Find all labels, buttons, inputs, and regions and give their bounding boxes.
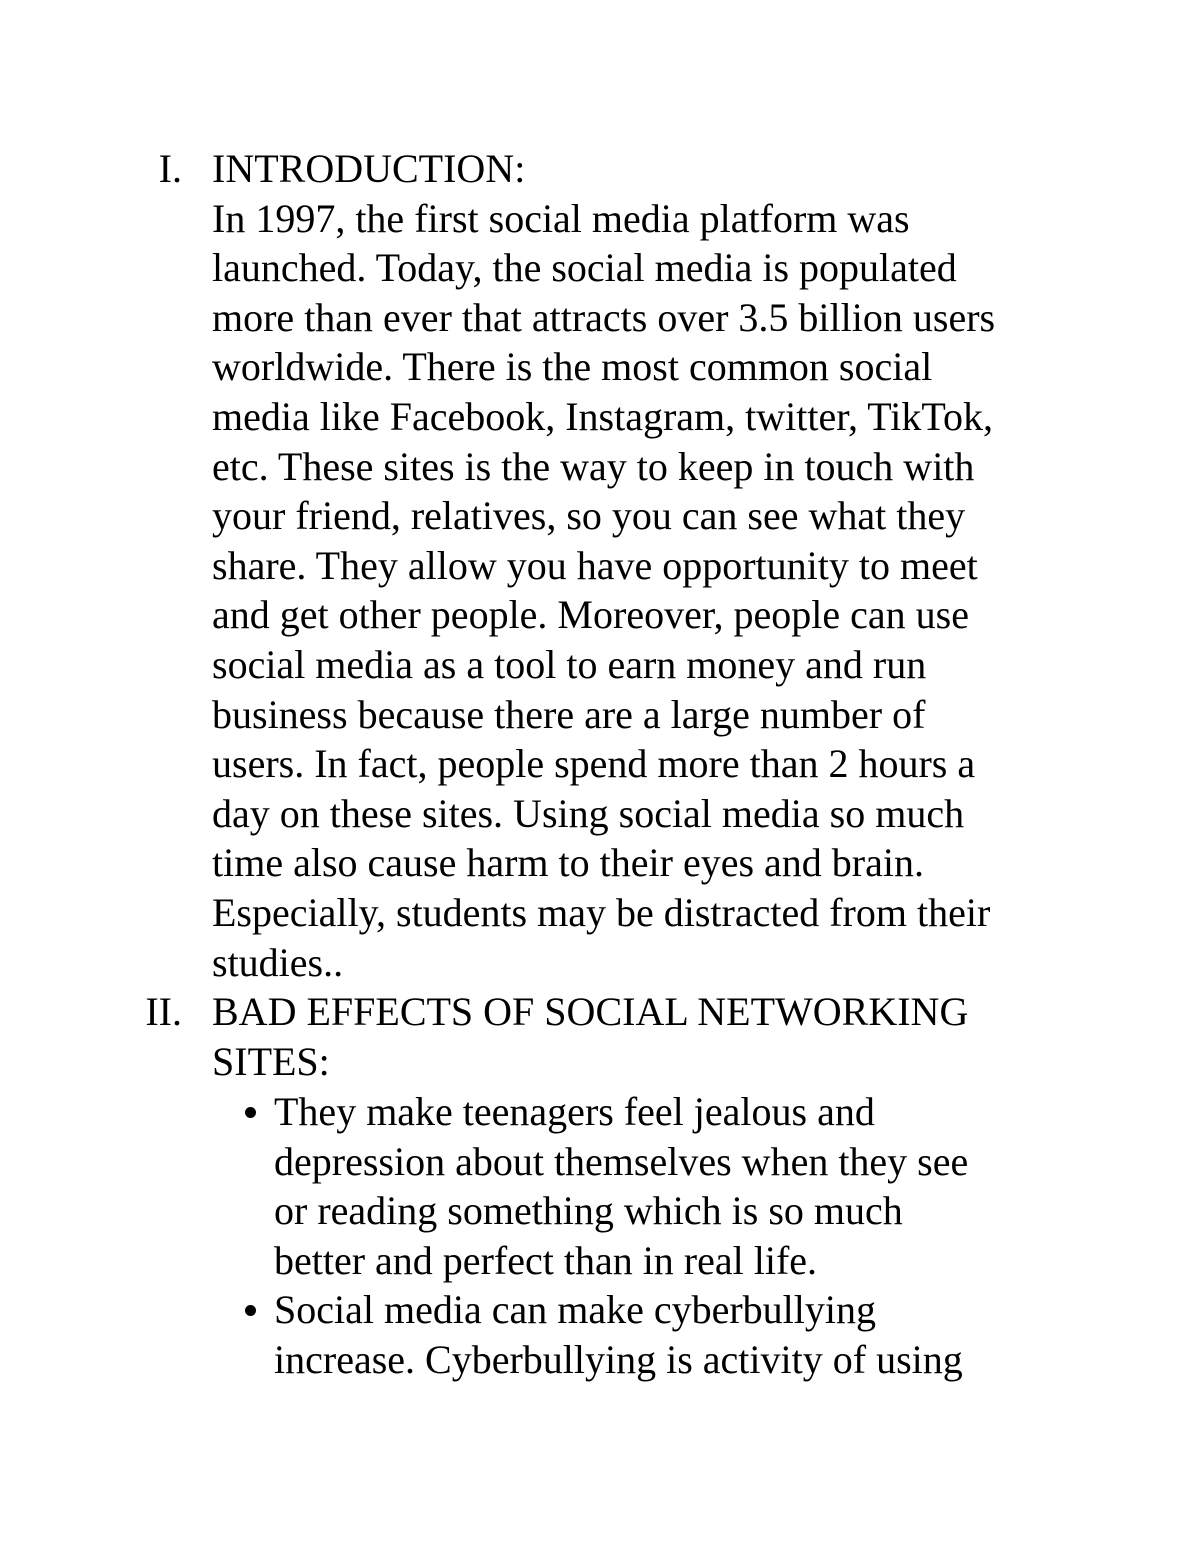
paragraph-line: business because there are a large number of [212, 691, 926, 737]
paragraph-line: Especially, students may be distracted from their [212, 889, 991, 935]
paragraph-line: worldwide. There is the most common social [212, 344, 933, 390]
bullet-icon [245, 1107, 256, 1118]
bullet-text [274, 1087, 1074, 1285]
section-body [212, 987, 1072, 1086]
paragraph-line: and get other people. Moreover, people can use [212, 592, 969, 638]
paragraph-line: more than ever that attracts over 3.5 billion users [212, 294, 996, 340]
paragraph-line: media like Facebook, Instagram, twitter, TikTok, [212, 393, 994, 439]
paragraph-line: users. In fact, people spend more than 2 hours a [212, 741, 976, 787]
bullet-line: or reading something which is so much [274, 1188, 903, 1234]
section-heading-line: BAD EFFECTS OF SOCIAL NETWORKING [212, 989, 969, 1034]
bullet-line: better and perfect than in real life. [274, 1237, 818, 1283]
bullet-line: increase. Cyberbullying is activity of using [274, 1336, 963, 1382]
list-item [212, 1285, 1072, 1384]
bullet-text [274, 1285, 1074, 1384]
section-heading-line: SITES: [212, 1038, 330, 1084]
section-number: I. [158, 146, 182, 191]
bullet-icon [245, 1305, 256, 1316]
paragraph-line: social media as a tool to earn money and run [212, 641, 927, 687]
bullet-line: Social media can make cyberbullying [274, 1287, 877, 1333]
paragraph-line: In 1997, the first social media platform was [212, 195, 910, 241]
bullet-line: They make teenagers feel jealous and [274, 1089, 875, 1134]
paragraph-line: launched. Today, the social media is populated [212, 245, 957, 291]
paragraph-line: studies.. [212, 939, 344, 985]
paragraph-line: your friend, relatives, so you can see what they [212, 493, 966, 539]
bullet-line: depression about themselves when they see [274, 1138, 969, 1184]
paragraph-line: day on these sites. Using social media so much [212, 790, 965, 836]
section-heading: INTRODUCTION: [212, 146, 526, 191]
paragraph-line: time also cause harm to their eyes and brain. [212, 840, 924, 886]
paragraph-line: share. They allow you have opportunity to meet [212, 542, 978, 588]
list-item [212, 1087, 1072, 1285]
section-number: II. [145, 989, 182, 1034]
paragraph-line: etc. These sites is the way to keep in touch with [212, 443, 975, 489]
bullet-list [212, 1087, 1072, 1385]
section-body [212, 144, 1072, 987]
